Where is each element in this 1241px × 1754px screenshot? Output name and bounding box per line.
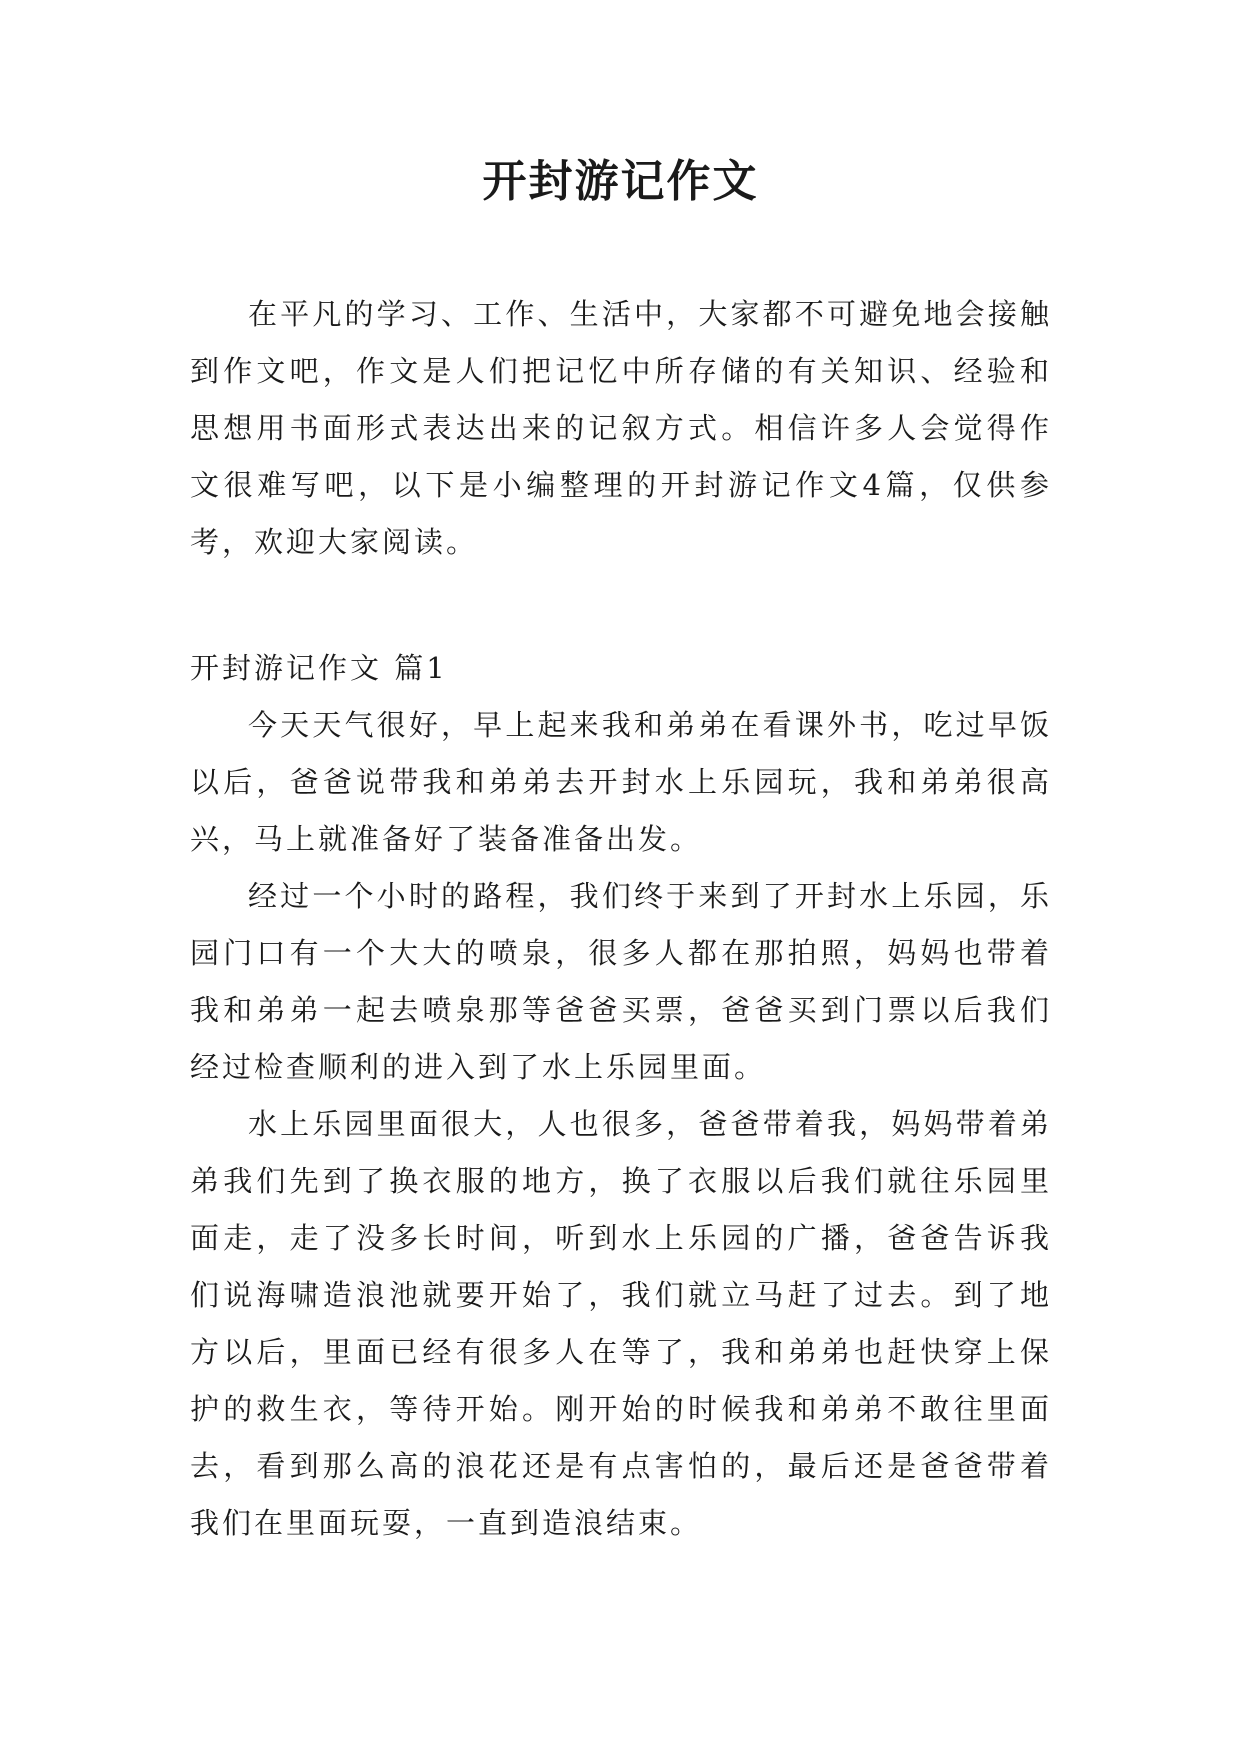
section-heading: 开封游记作文 篇1 [190, 651, 448, 685]
document-title: 开封游记作文 [482, 156, 759, 207]
body-paragraph-1: 今天天气很好，早上起来我和弟弟在看课外书，吃过早饭以后，爸爸说带我和弟弟去开封水上乐园玩，我和弟弟很高兴，马上就准备好了装备准备出发。 [190, 708, 1052, 856]
intro-paragraph: 在平凡的学习、工作、生活中，大家都不可避免地会接触到作文吧，作文是人们把记忆中所存储的有关知识、经验和思想用书面形式表达出来的记叙方式。相信许多人会觉得作文很难写吧，以下是小编整理的开封游记作文4篇，仅供参考，欢迎大家阅读。 [190, 297, 1052, 559]
body-paragraph-3: 水上乐园里面很大，人也很多，爸爸带着我，妈妈带着弟弟我们先到了换衣服的地方，换了衣服以后我们就往乐园里面走，走了没多长时间，听到水上乐园的广播，爸爸告诉我们说海啸造浪池就要开始了，我们就立马赶了过去。到了地方以后，里面已经有很多人在等了，我和弟弟也赶快穿上保护的救生衣，等待开始。刚开始的时候我和弟弟不敢往里面去，看到那么高的浪花还是有点害怕的，最后还是爸爸带着我们在里面玩耍，一直到造浪结束。 [190, 1107, 1052, 1540]
body-paragraph-2: 经过一个小时的路程，我们终于来到了开封水上乐园，乐园门口有一个大大的喷泉，很多人都在那拍照，妈妈也带着我和弟弟一起去喷泉那等爸爸买票，爸爸买到门票以后我们经过检查顺利的进入到了水上乐园里面。 [190, 879, 1052, 1084]
